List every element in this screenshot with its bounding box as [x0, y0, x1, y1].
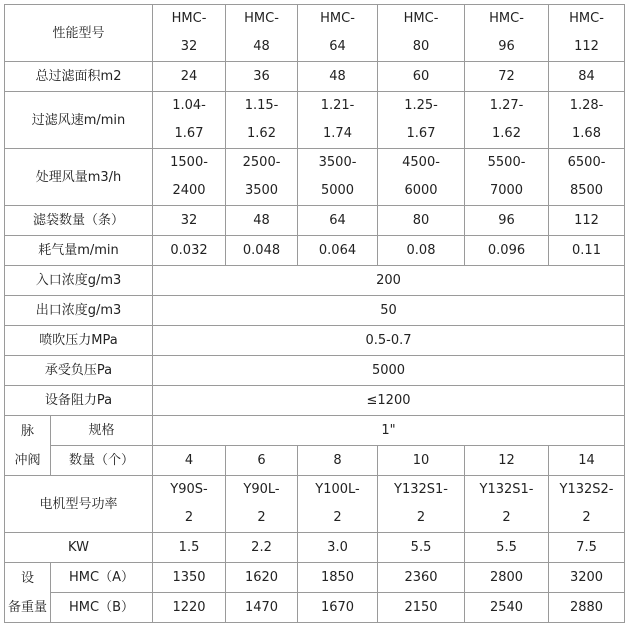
pulse-valve-qty-row	[5, 446, 625, 476]
value-cell: ≤1200	[153, 386, 625, 416]
model-cell: HMC- 112	[549, 5, 625, 62]
value-cell: 7.5	[549, 533, 625, 563]
row-label: 喷吹压力MPa	[5, 326, 153, 356]
row-label: 数量（个）	[51, 446, 153, 476]
value-cell: Y90S- 2	[153, 476, 226, 533]
value-cell: 3500- 5000	[298, 149, 378, 206]
value-cell: 5.5	[378, 533, 465, 563]
value-cell: 5000	[153, 356, 625, 386]
value-cell: 8	[298, 446, 378, 476]
value-cell: 48	[298, 62, 378, 92]
model-cell: HMC- 48	[226, 5, 298, 62]
value-cell: 2880	[549, 593, 625, 623]
row-label: 过滤风速m/min	[5, 92, 153, 149]
value-cell: 200	[153, 266, 625, 296]
row-label: 处理风量m3/h	[5, 149, 153, 206]
value-cell: 1350	[153, 563, 226, 593]
model-cell: HMC- 64	[298, 5, 378, 62]
motor-power-row	[5, 533, 625, 563]
filter-speed-row	[5, 92, 625, 149]
value-cell: 1.15- 1.62	[226, 92, 298, 149]
row-label: 入口浓度g/m3	[5, 266, 153, 296]
value-cell: 1.28- 1.68	[549, 92, 625, 149]
value-cell: 32	[153, 206, 226, 236]
row-label: 电机型号功率	[5, 476, 153, 533]
value-cell: 80	[378, 206, 465, 236]
value-cell: 72	[465, 62, 549, 92]
air-consumption-row	[5, 236, 625, 266]
value-cell: Y132S1- 2	[465, 476, 549, 533]
header-label: 性能型号	[5, 5, 153, 62]
value-cell: 1220	[153, 593, 226, 623]
value-cell: 2360	[378, 563, 465, 593]
value-cell: 1.04- 1.67	[153, 92, 226, 149]
value-cell: 50	[153, 296, 625, 326]
value-cell: 3200	[549, 563, 625, 593]
air-volume-row	[5, 149, 625, 206]
row-label: 耗气量m/min	[5, 236, 153, 266]
filter-area-row	[5, 62, 625, 92]
model-cell: HMC- 80	[378, 5, 465, 62]
value-cell: 0.048	[226, 236, 298, 266]
value-cell: 0.5-0.7	[153, 326, 625, 356]
value-cell: 1500- 2400	[153, 149, 226, 206]
value-cell: 112	[549, 206, 625, 236]
value-cell: 1.5	[153, 533, 226, 563]
blow-pressure-row	[5, 326, 625, 356]
weight-b-row	[5, 593, 625, 623]
row-label: 滤袋数量（条）	[5, 206, 153, 236]
weight-a-row	[5, 563, 625, 593]
outlet-concentration-row	[5, 296, 625, 326]
value-cell: 0.08	[378, 236, 465, 266]
row-label: 规格	[51, 416, 153, 446]
value-cell: 2540	[465, 593, 549, 623]
bag-count-row	[5, 206, 625, 236]
resistance-row	[5, 386, 625, 416]
motor-model-row	[5, 476, 625, 533]
value-cell: 64	[298, 206, 378, 236]
pulse-valve-group-label: 脉 冲阀	[5, 416, 51, 476]
value-cell: 14	[549, 446, 625, 476]
value-cell: Y90L- 2	[226, 476, 298, 533]
value-cell: 3.0	[298, 533, 378, 563]
value-cell: 1670	[298, 593, 378, 623]
spec-table	[4, 4, 625, 623]
row-label: 承受负压Pa	[5, 356, 153, 386]
model-cell: HMC- 96	[465, 5, 549, 62]
value-cell: 84	[549, 62, 625, 92]
row-label: KW	[5, 533, 153, 563]
value-cell: 2.2	[226, 533, 298, 563]
value-cell: 4	[153, 446, 226, 476]
value-cell: 1"	[153, 416, 625, 446]
value-cell: 1.25- 1.67	[378, 92, 465, 149]
value-cell: 60	[378, 62, 465, 92]
model-cell: HMC- 32	[153, 5, 226, 62]
value-cell: 4500- 6000	[378, 149, 465, 206]
value-cell: 1.21- 1.74	[298, 92, 378, 149]
value-cell: 36	[226, 62, 298, 92]
value-cell: 48	[226, 206, 298, 236]
value-cell: 1470	[226, 593, 298, 623]
value-cell: 10	[378, 446, 465, 476]
value-cell: 12	[465, 446, 549, 476]
value-cell: 1850	[298, 563, 378, 593]
value-cell: Y132S2- 2	[549, 476, 625, 533]
row-label: 设备阻力Pa	[5, 386, 153, 416]
row-label: HMC（A）	[51, 563, 153, 593]
value-cell: 5.5	[465, 533, 549, 563]
negative-pressure-row	[5, 356, 625, 386]
value-cell: 2800	[465, 563, 549, 593]
value-cell: 0.096	[465, 236, 549, 266]
value-cell: 24	[153, 62, 226, 92]
value-cell: 96	[465, 206, 549, 236]
value-cell: 5500- 7000	[465, 149, 549, 206]
value-cell: 2500- 3500	[226, 149, 298, 206]
value-cell: 6500- 8500	[549, 149, 625, 206]
value-cell: 2150	[378, 593, 465, 623]
value-cell: 0.064	[298, 236, 378, 266]
row-label: 总过滤面积m2	[5, 62, 153, 92]
value-cell: 1620	[226, 563, 298, 593]
pulse-valve-spec-row	[5, 416, 625, 446]
header-row	[5, 5, 625, 62]
value-cell: 0.032	[153, 236, 226, 266]
row-label: HMC（B）	[51, 593, 153, 623]
inlet-concentration-row	[5, 266, 625, 296]
weight-group-label: 设 备重量	[5, 563, 51, 623]
value-cell: Y132S1- 2	[378, 476, 465, 533]
row-label: 出口浓度g/m3	[5, 296, 153, 326]
value-cell: 0.11	[549, 236, 625, 266]
value-cell: Y100L- 2	[298, 476, 378, 533]
value-cell: 6	[226, 446, 298, 476]
value-cell: 1.27- 1.62	[465, 92, 549, 149]
